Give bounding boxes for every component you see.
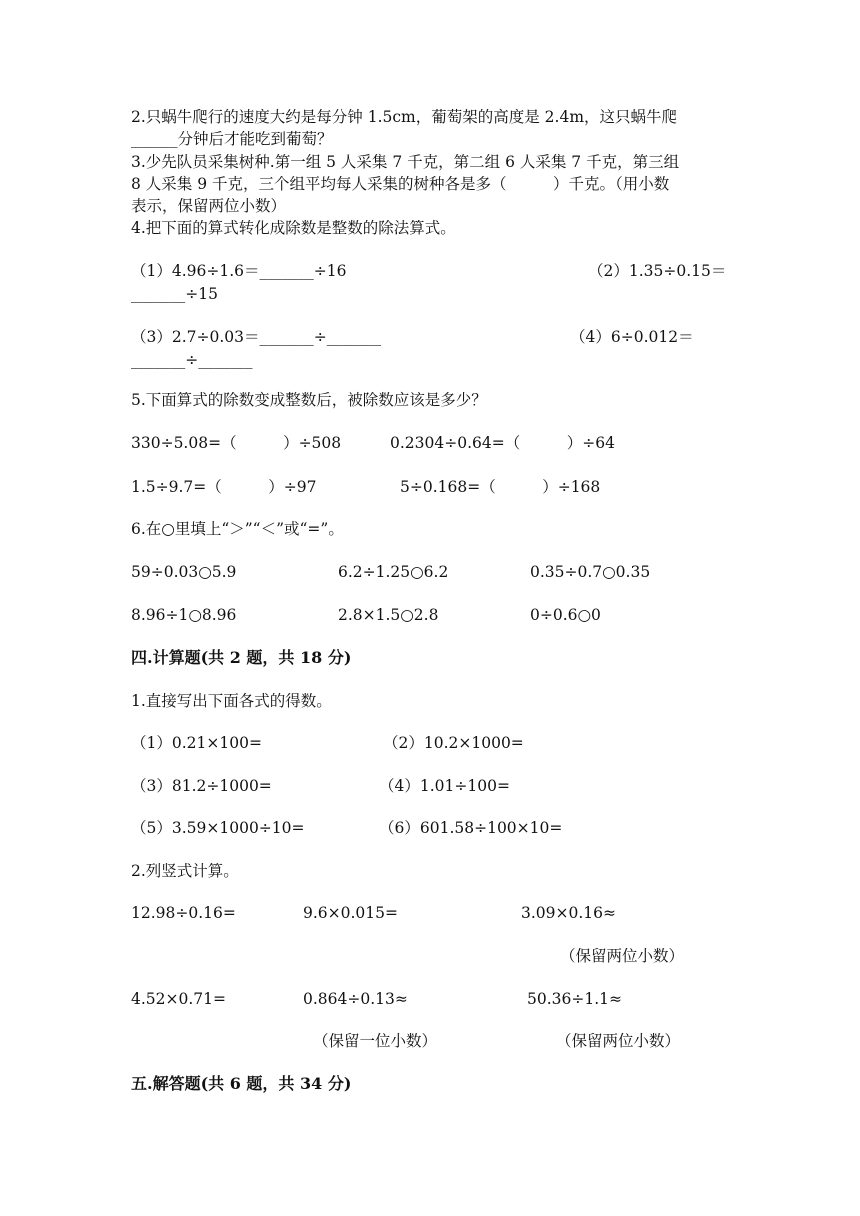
q6-r1c3: 0.35÷0.7○0.35 <box>530 563 651 581</box>
s4-p1-item3: （3）81.2÷1000= <box>131 777 272 795</box>
q5-r2c2: 5÷0.168=（ ）÷168 <box>400 478 601 496</box>
s4-p2-title: 2.列竖式计算。 <box>131 862 239 880</box>
s4-p1-item4: （4）1.01÷100= <box>379 777 510 795</box>
q6-r1c2: 6.2÷1.25○6.2 <box>338 563 449 581</box>
q3-line3: 表示，保留两位小数） <box>131 197 287 215</box>
q2-line1: 2.只蜗牛爬行的速度大约是每分钟 1.5cm，葡萄架的高度是 2.4m，这只蜗牛爬 <box>131 108 678 126</box>
q5-r1c2: 0.2304÷0.64=（ ）÷64 <box>390 434 615 452</box>
q4-item1: （1）4.96÷1.6＝_______÷16 <box>131 262 347 280</box>
q4-item2-cont: _______÷15 <box>131 285 218 303</box>
q5-r2c1: 1.5÷9.7=（ ）÷97 <box>131 478 317 496</box>
section4-heading: 四.计算题(共 2 题，共 18 分) <box>131 648 352 667</box>
q2-line2: ______分钟后才能吃到葡萄？ <box>131 130 333 148</box>
q5-title: 5.下面算式的除数变成整数后，被除数应该是多少？ <box>131 391 487 409</box>
s4-p1-item6: （6）601.58÷100×10= <box>379 819 563 837</box>
section5-heading: 五.解答题(共 6 题，共 34 分) <box>131 1074 352 1093</box>
s4-p2-note3: （保留两位小数） <box>556 1032 681 1050</box>
s4-p2-r1c3: 3.09×0.16≈ <box>521 904 616 922</box>
s4-p1-item2: （2）10.2×1000= <box>383 734 524 752</box>
q3-line2: 8 人采集 9 千克，三个组平均每人采集的树种各是多（ ）千克。（用小数 <box>131 175 670 193</box>
q3-line1: 3.少先队员采集树种.第一组 5 人采集 7 千克，第二组 6 人采集 7 千克，第三组 <box>131 153 680 171</box>
s4-p2-note2: （保留一位小数） <box>313 1032 438 1050</box>
s4-p1-item5: （5）3.59×1000÷10= <box>131 819 305 837</box>
s4-p2-r1c2: 9.6×0.015= <box>303 904 398 922</box>
q6-r2c2: 2.8×1.5○2.8 <box>338 606 439 624</box>
q4-title: 4.把下面的算式转化成除数是整数的除法算式。 <box>131 219 456 237</box>
s4-p2-r2c3: 50.36÷1.1≈ <box>527 990 622 1008</box>
q4-item2: （2）1.35÷0.15＝ <box>588 262 727 280</box>
q6-title: 6.在○里填上“＞”“＜”或“=”。 <box>131 520 344 538</box>
s4-p2-r2c1: 4.52×0.71= <box>131 990 226 1008</box>
s4-p2-r2c2: 0.864÷0.13≈ <box>303 990 408 1008</box>
q4-item3: （3）2.7÷0.03＝_______÷_______ <box>131 328 381 346</box>
s4-p2-note1: （保留两位小数） <box>560 947 685 965</box>
q6-r1c1: 59÷0.03○5.9 <box>131 563 237 581</box>
s4-p1-item1: （1）0.21×100= <box>131 734 262 752</box>
s4-p2-r1c1: 12.98÷0.16= <box>131 904 236 922</box>
q5-r1c1: 330÷5.08=（ ）÷508 <box>131 434 342 452</box>
s4-p1-title: 1.直接写出下面各式的得数。 <box>131 692 332 710</box>
q4-item4-cont: _______÷_______ <box>131 351 253 369</box>
q6-r2c1: 8.96÷1○8.96 <box>131 606 237 624</box>
q6-r2c3: 0÷0.6○0 <box>530 606 601 624</box>
q4-item4: （4）6÷0.012＝ <box>570 328 694 346</box>
